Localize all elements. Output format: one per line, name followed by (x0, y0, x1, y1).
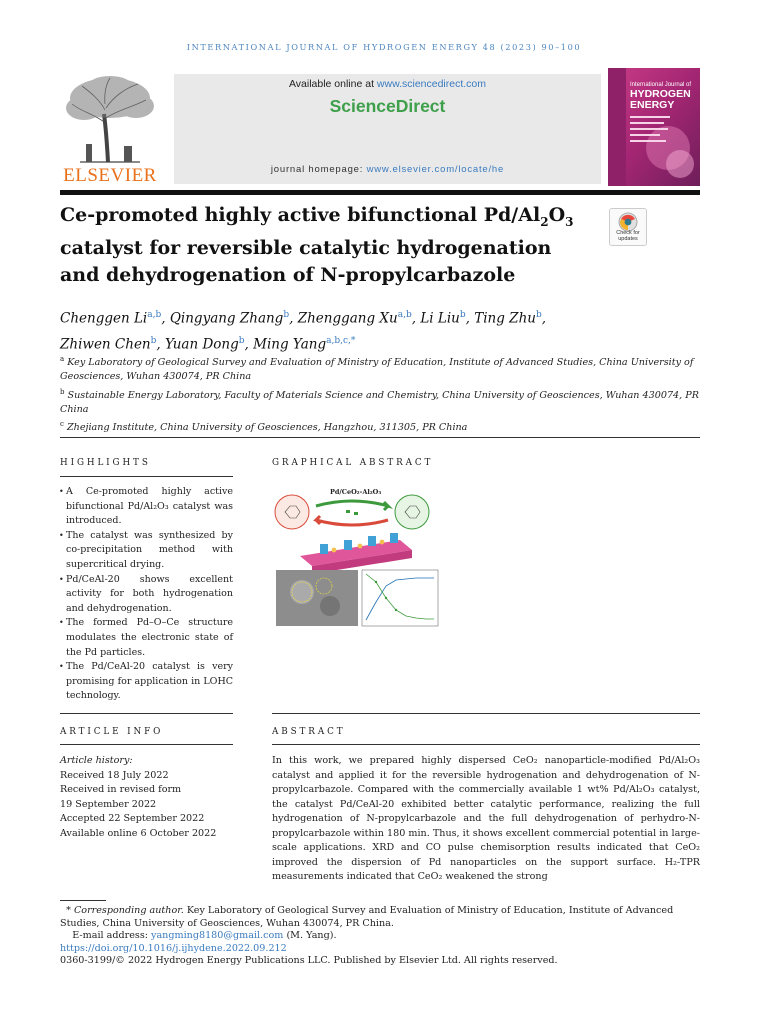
history-line: Received 18 July 2022 (60, 769, 169, 781)
highlight-item: • Pd/CeAl-20 shows excellent activity for both hydrogenation and dehydrogenation. (60, 573, 233, 617)
cover-title-line2: ENERGY (630, 99, 675, 111)
highlight-item: • The Pd/CeAl-20 catalyst is very promising for application in LOHC technology. (60, 660, 233, 704)
history-line: 19 September 2022 (60, 798, 157, 810)
affiliations-rule (60, 437, 700, 438)
corresponding-address: Key Laboratory of Geological Survey and Evaluation of Ministry of Education, Institute of Advanced Studies, China University of Geosciences, Wuhan 430074, PR China. (60, 905, 674, 929)
author-separator: , (411, 310, 421, 327)
author-name[interactable]: Chenggen Li (60, 310, 148, 327)
graphical-abstract-heading: GRAPHICAL ABSTRACT (272, 458, 434, 468)
check-for-updates-button[interactable] (609, 208, 647, 246)
sciencedirect-logo: ScienceDirect (329, 96, 446, 116)
affiliation-text: Zhejiang Institute, China University of Geosciences, Hangzhou, 311305, PR China (66, 422, 468, 434)
title-sub2: 3 (565, 214, 574, 229)
graphical-abstract-bottom-rule (272, 713, 700, 714)
affiliation-mark: a (60, 355, 65, 363)
highlight-item: • A Ce-promoted highly active bifunctional Pd/Al₂O₃ catalyst was introduced. (60, 485, 233, 529)
author-list (60, 304, 700, 355)
author-separator: , (161, 310, 170, 327)
author-affiliation-marks[interactable]: a,b (147, 310, 162, 320)
affiliation-text: Key Laboratory of Geological Survey and Evaluation of Ministry of Education, Institute of Advanced Studies, China University of Geosciences, Wuhan 430074, PR China (60, 357, 694, 383)
corresponding-author-marks[interactable]: a,b,c,* (326, 335, 356, 346)
corresponding-author-note: * Corresponding author. Key Laboratory of Geological Survey and Evaluation of Ministry of Education, Institute of Advanced Studies, China University of Geosciences, Wuhan 430074, PR China. (60, 905, 674, 929)
abstract-heading: ABSTRACT (272, 727, 346, 737)
author-name[interactable]: Ming Yang (253, 336, 327, 352)
article-info-heading: ARTICLE INFO (60, 727, 164, 737)
sciencedirect-link[interactable]: www.sciencedirect.com (376, 78, 487, 90)
available-online (174, 78, 601, 90)
email-link[interactable]: yangming8180@gmail.com (151, 930, 284, 941)
doi-link[interactable]: https://doi.org/10.1016/j.ijhydene.2022.09.212 (60, 942, 287, 954)
article-history (60, 754, 233, 841)
author-separator: , (465, 310, 475, 327)
title-part1: Ce-promoted highly active bifunctional Pd/Al (60, 204, 541, 226)
affiliation-item (60, 352, 700, 385)
cover-title-line1: HYDROGEN (630, 88, 691, 100)
journal-cover-image[interactable] (608, 68, 700, 186)
journal-running-header: INTERNATIONAL JOURNAL OF HYDROGEN ENERGY 48 (2023) 90–100 (186, 42, 582, 52)
title-sub1: 2 (540, 214, 549, 229)
history-line: Accepted 22 September 2022 (60, 813, 205, 824)
check-updates-label: Check for updates (616, 230, 640, 242)
title-part2: O (548, 204, 566, 226)
author-separator: , (289, 310, 298, 327)
corresponding-label: Corresponding author. (73, 905, 184, 916)
author-affiliation-marks[interactable]: b (150, 335, 157, 346)
highlights-bottom-rule (60, 713, 233, 714)
author-separator: , (244, 336, 254, 352)
author-affiliation-marks[interactable]: b (238, 335, 245, 346)
author-name[interactable]: Zhiwen Chen (60, 336, 151, 352)
author-name[interactable]: Li Liu (420, 310, 460, 327)
highlight-item: • The catalyst was synthesized by co-precipitation method with supercritical drying. (60, 529, 233, 573)
cover-title (630, 89, 691, 111)
figure-catalyst-label: Pd/CeO₂-Al₂O₃ (330, 488, 382, 496)
author-affiliation-marks[interactable]: b (535, 310, 542, 320)
author-separator: , (156, 336, 165, 352)
affiliation-item (60, 417, 700, 435)
author-name[interactable]: Yuan Dong (165, 336, 239, 352)
affiliation-item (60, 385, 700, 418)
article-history-label: Article history: (60, 755, 133, 766)
title-part3: catalyst for reversible catalytic hydrogenation and dehydrogenation of N-propylcarbazole (60, 237, 552, 286)
highlights-rule (60, 476, 233, 477)
affiliation-mark: b (60, 387, 65, 396)
header-rule (60, 190, 700, 195)
homepage-prefix: journal homepage: (270, 164, 367, 175)
elsevier-wordmark: ELSEVIER (63, 165, 157, 186)
history-line: Received in revised form (60, 784, 182, 795)
highlights-list (60, 485, 233, 704)
abstract-rule (272, 744, 700, 745)
affiliation-mark: c (60, 420, 64, 429)
affiliations (60, 352, 700, 436)
author-affiliation-marks[interactable]: b (283, 310, 290, 320)
author-name[interactable]: Qingyang Zhang (169, 310, 284, 327)
copyright-line: 0360-3199/© 2022 Hydrogen Energy Publications LLC. Published by Elsevier Ltd. All rights reserved. (60, 955, 558, 966)
footnote (60, 905, 700, 968)
highlight-item: • The formed Pd–O–Ce structure modulates the electronic state of the Pd particles. (60, 616, 233, 660)
abstract-text: In this work, we prepared highly dispersed CeO₂ nanoparticle-modified Pd/Al₂O₃ catalyst and applied it for the reversible hydrogenation and dehydrogenation of N-propylcarbazole. Compared with the commercially available 1 wt% Pd/Al₂O₃ catalyst, the catalyst Pd/CeAl-20 exhibited better catalytic performance, realizing the full hydrogenation of N-propylcarbazole and the full dehydrogenation of perhydro-N-propylcarbazole within 180 min. Thus, it shows excellent commercial potential in large-scale applications. XRD and CO pulse chemisorption results indicated that CeO₂ improved the dispersion of Pd nanoparticles on the support surface. H₂-TPR measurements indicated that CeO₂ weakened the strong (272, 755, 700, 882)
journal-homepage (174, 164, 601, 175)
email-line (60, 930, 700, 943)
email-label: E-mail address: (72, 930, 152, 941)
author-affiliation-marks[interactable]: b (459, 310, 466, 320)
author-affiliation-marks[interactable]: a,b (397, 310, 412, 320)
affiliation-text: Sustainable Energy Laboratory, Faculty of Materials Science and Chemistry, China University of Geosciences, Wuhan 430074, PR China (60, 389, 699, 415)
author-separator: , (541, 310, 547, 327)
author-name[interactable]: Zhenggang Xu (297, 310, 398, 327)
available-prefix: Available online at (288, 78, 377, 90)
article-info-rule (60, 744, 233, 745)
graphical-abstract-figure[interactable] (272, 482, 440, 627)
journal-homepage-link[interactable]: www.elsevier.com/locate/he (366, 164, 505, 175)
footnote-rule (60, 900, 106, 901)
highlights-heading: HIGHLIGHTS (60, 458, 151, 468)
article-title (60, 202, 590, 288)
author-name[interactable]: Ting Zhu (474, 310, 536, 327)
cover-journal-of: International Journal of (630, 82, 692, 88)
email-suffix: (M. Yang). (283, 930, 337, 941)
history-line: Available online 6 October 2022 (60, 827, 217, 839)
